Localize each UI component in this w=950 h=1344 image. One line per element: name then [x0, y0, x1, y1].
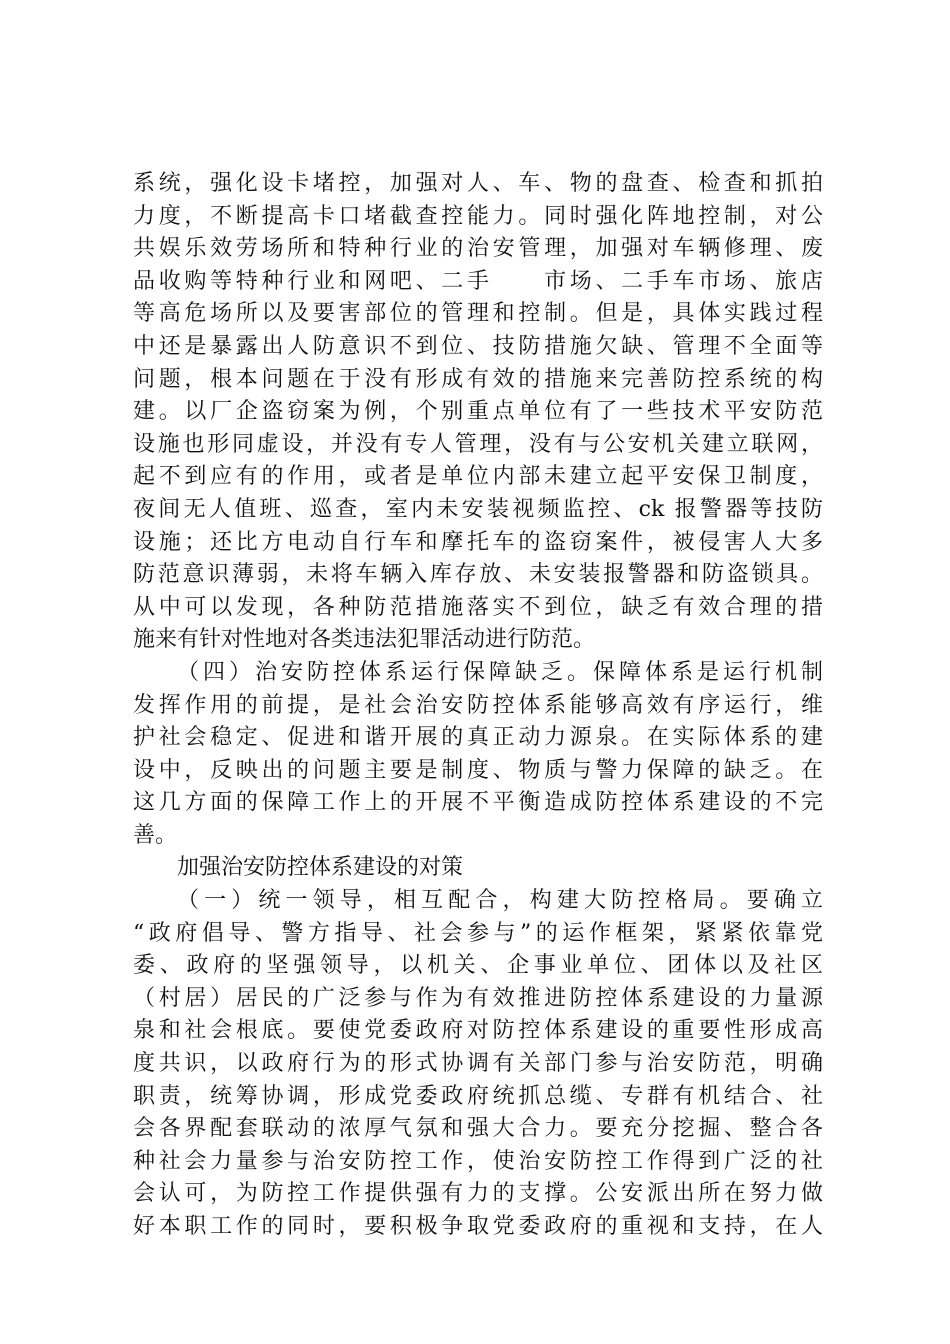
text-line: 力度，不断提高卡口堵截查控能力。同时强化阵地控制，对公	[133, 203, 823, 229]
text-line: 度共识，以政府行为的形式协调有关部门参与治安防范，明确	[133, 1051, 823, 1077]
text-line: 护社会稳定、促进和谐开展的真正动力源泉。在实际体系的建	[133, 725, 823, 751]
text-line: 设中，反映出的问题主要是制度、物质与警力保障的缺乏。在	[133, 757, 823, 783]
text-line: 从中可以发现，各种防范措施落实不到位，缺乏有效合理的措	[133, 594, 823, 620]
text-line: 共娱乐效劳场所和特种行业的治安管理，加强对车辆修理、废	[133, 236, 823, 262]
text-line: （村居）居民的广泛参与作为有效推进防控体系建设的力量源	[133, 985, 823, 1011]
text-line: 好本职工作的同时，要积极争取党委政府的重视和支持，在人	[133, 1214, 823, 1239]
text-line: 设施；还比方电动自行车和摩托车的盗窃案件，被侵害人大多	[133, 529, 823, 555]
text-line: 施来有针对性地对各类违法犯罪活动进行防范。	[133, 627, 596, 653]
text-line: （一）统一领导，相互配合，构建大防控格局。要确立	[177, 888, 823, 914]
text-line: 问题，根本问题在于没有形成有效的措施来完善防控系统的构	[133, 366, 823, 392]
text-line: 委、政府的坚强领导，以机关、企事业单位、团体以及社区	[133, 953, 823, 979]
section-heading: 加强治安防控体系建设的对策	[177, 855, 464, 881]
text-line: 善。	[133, 822, 178, 848]
text-line: “政府倡导、警方指导、社会参与”的运作框架，紧紧依靠党	[133, 920, 823, 946]
text-line: 夜间无人值班、巡查，室内未安装视频监控、ck 报警器等技防	[133, 496, 823, 522]
text-line: 发挥作用的前提，是社会治安防控体系能够高效有序运行，维	[133, 692, 823, 718]
text-line: （四）治安防控体系运行保障缺乏。保障体系是运行机制	[177, 659, 823, 685]
text-line: 系统，强化设卡堵控，加强对人、车、物的盘查、检查和抓拍	[133, 171, 823, 196]
text-line: 种社会力量参与治安防控工作，使治安防控工作得到广泛的社	[133, 1148, 823, 1174]
text-line: 品收购等特种行业和网吧、二手 市场、二手车市场、旅店	[133, 268, 823, 294]
text-line: 防范意识薄弱，未将车辆入库存放、未安装报警器和防盗锁具。	[133, 562, 823, 588]
body-text	[133, 168, 823, 1244]
text-line: 会认可，为防控工作提供强有力的支撑。公安派出所在努力做	[133, 1181, 823, 1207]
text-line: 等高危场所以及要害部位的管理和控制。但是，具体实践过程	[133, 301, 823, 327]
text-line: 泉和社会根底。要使党委政府对防控体系建设的重要性形成高	[133, 1018, 823, 1044]
text-line: 建。以厂企盗窃案为例，个别重点单位有了一些技术平安防范	[133, 399, 823, 425]
text-line: 设施也形同虚设，并没有专人管理，没有与公安机关建立联网，	[133, 431, 823, 457]
text-line: 中还是暴露出人防意识不到位、技防措施欠缺、管理不全面等	[133, 333, 823, 359]
text-line: 会各界配套联动的浓厚气氛和强大合力。要充分挖掘、整合各	[133, 1116, 823, 1142]
text-line: 这几方面的保障工作上的开展不平衡造成防控体系建设的不完	[133, 790, 823, 816]
text-line: 职责，统筹协调，形成党委政府统抓总缆、专群有机结合、社	[133, 1083, 823, 1109]
text-line: 起不到应有的作用，或者是单位内部未建立起平安保卫制度，	[133, 464, 823, 490]
